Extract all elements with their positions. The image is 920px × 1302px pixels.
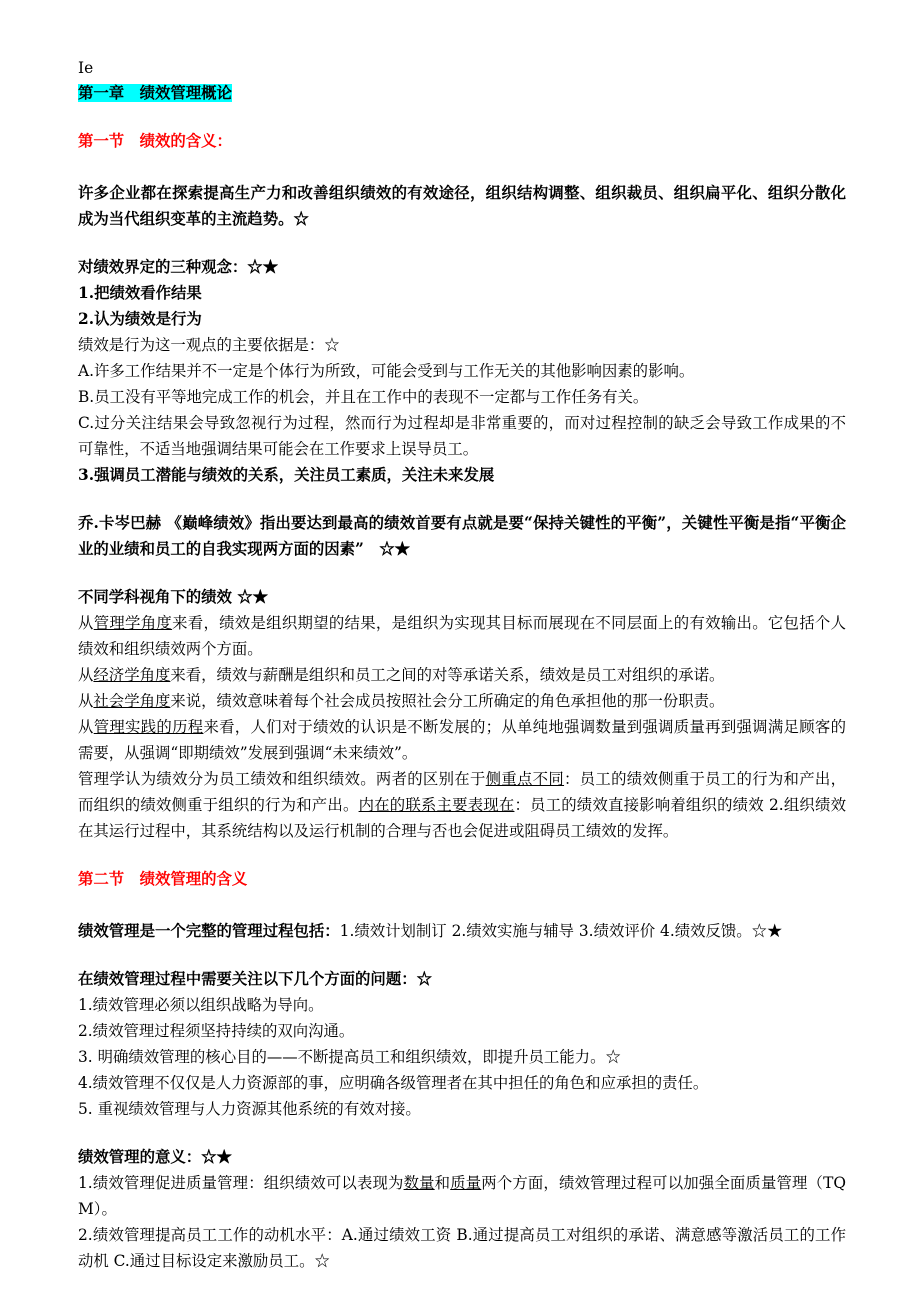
mgmt-split-1: 管理学认为绩效分为员工绩效和组织绩效。两者的区别在于 xyxy=(78,770,486,788)
mgmt-prefix: 从 xyxy=(78,614,94,632)
spacer xyxy=(78,562,846,584)
discipline-economics xyxy=(78,662,846,688)
section-1-heading: 第一节 绩效的含义： xyxy=(78,132,232,150)
paragraph-intro: 许多企业都在探索提高生产力和改善组织绩效的有效途径，组织结构调整、组织裁员、组织扁平化、组织分散化成为当代组织变革的主流趋势。☆ xyxy=(78,184,846,228)
spacer xyxy=(78,232,846,254)
quality-underline: 质量 xyxy=(450,1174,482,1192)
spacer xyxy=(78,106,846,128)
discipline-sociology xyxy=(78,688,846,714)
practice-underline: 管理实践的历程 xyxy=(93,718,204,736)
spacer xyxy=(78,844,846,866)
pm-meaning-item-1 xyxy=(78,1170,846,1222)
chapter-heading: 第一章 绩效管理概论 xyxy=(78,84,232,102)
econ-prefix: 从 xyxy=(78,666,94,684)
practice-rest: 来看，人们对于绩效的认识是不断发展的；从单纯地强调数量到强调质量再到强调满足顾客的需要，从强调“即期绩效”发展到强调“未来绩效”。 xyxy=(78,718,846,762)
quantity-underline: 数量 xyxy=(403,1174,435,1192)
pm-meaning-title: 绩效管理的意义：☆★ xyxy=(78,1148,232,1166)
katzenbach-quote: 乔.卡岑巴赫 《巅峰绩效》指出要达到最高的绩效首要有点就是要“保持关键性的平衡”，关键性平衡是指“平衡企业的业绩和员工的自我实现两方面的因素” ☆★ xyxy=(78,514,846,558)
pm-meaning-1-part-b: 和 xyxy=(434,1174,451,1192)
document-content xyxy=(78,56,846,1274)
spacer xyxy=(78,154,846,180)
pm-meaning-item-2: 2.绩效管理提高员工工作的动机水平：A.通过绩效工资 B.通过提高员工对组织的承诺、满意感等激活员工的工作动机 C.通过目标设定来激励员工。☆ xyxy=(78,1226,846,1270)
spacer xyxy=(78,488,846,510)
practice-prefix: 从 xyxy=(78,718,94,736)
discipline-management xyxy=(78,610,846,662)
discipline-practice xyxy=(78,714,846,766)
social-prefix: 从 xyxy=(78,692,94,710)
pm-process-line xyxy=(78,918,846,944)
section-2-heading: 第二节 绩效管理的含义 xyxy=(78,870,248,888)
pm-focus-item-2: 2.绩效管理过程须坚持持续的双向沟通。 xyxy=(78,1022,355,1040)
pm-focus-title: 在绩效管理过程中需要关注以下几个方面的问题：☆ xyxy=(78,970,432,988)
top-marker: Ie xyxy=(78,59,94,77)
social-underline: 社会学角度 xyxy=(93,692,171,710)
spacer xyxy=(78,892,846,918)
spacer xyxy=(78,1122,846,1144)
pm-focus-item-1: 1.绩效管理必须以组织战略为导向。 xyxy=(78,996,324,1014)
spacer xyxy=(78,944,846,966)
mgmt-split-3: ：员工的绩效直接影响着组织的绩效 2.组织绩效在其运行过程中，其系统结构以及运行机制的合理与否也会促进或阻碍员工绩效的发挥。 xyxy=(78,796,846,840)
pm-process-items: 1.绩效计划制订 2.绩效实施与辅导 3.绩效评价 4.绩效反馈。☆★ xyxy=(339,922,783,940)
three-views-title: 对绩效界定的三种观念：☆★ xyxy=(78,258,279,276)
pm-focus-item-4: 4.绩效管理不仅仅是人力资源部的事，应明确各级管理者在其中担任的角色和应承担的责任。 xyxy=(78,1074,709,1092)
employee-vs-org-performance xyxy=(78,766,846,844)
disciplines-title: 不同学科视角下的绩效 ☆★ xyxy=(78,588,269,606)
mgmt-split-2: ：员工的绩效侧重于员工的行为和产出，而组织的绩效侧重于组织的行为和产出。 xyxy=(78,770,846,814)
pm-meaning-1-part-c: 两个方面，绩效管理过程可以加强全面质量管理（TQM）。 xyxy=(78,1174,846,1218)
econ-rest: 来看，绩效与薪酬是组织和员工之间的对等承诺关系，绩效是员工对组织的承诺。 xyxy=(170,666,725,684)
chapter-heading-line xyxy=(78,80,846,106)
mgmt-underline: 管理学角度 xyxy=(93,614,173,632)
view-2-basis-b: B.员工没有平等地完成工作的机会，并且在工作中的表现不一定都与工作任务有关。 xyxy=(78,388,649,406)
social-rest: 来说，绩效意味着每个社会成员按照社会分工所确定的角色承担他的那一份职责。 xyxy=(170,692,725,710)
view-item-1: 1.把绩效看作结果 xyxy=(78,284,202,302)
econ-underline: 经济学角度 xyxy=(93,666,171,684)
view-item-3: 3.强调员工潜能与绩效的关系，关注员工素质，关注未来发展 xyxy=(78,466,495,484)
pm-process-label: 绩效管理是一个完整的管理过程包括： xyxy=(78,922,340,940)
pm-focus-item-3: 3. 明确绩效管理的核心目的——不断提高员工和组织绩效，即提升员工能力。☆ xyxy=(78,1048,621,1066)
view-2-basis-c: C.过分关注结果会导致忽视行为过程，然而行为过程却是非常重要的，而对过程控制的缺乏会导致工作成果的不可靠性，不适当地强调结果可能会在工作要求上误导员工。 xyxy=(78,414,846,458)
focus-difference-underline: 侧重点不同 xyxy=(485,770,565,788)
view-2-basis-lead: 绩效是行为这一观点的主要依据是：☆ xyxy=(78,336,340,354)
view-2-basis-a: A.许多工作结果并不一定是个体行为所致，可能会受到与工作无关的其他影响因素的影响。 xyxy=(78,362,695,380)
pm-focus-item-5: 5. 重视绩效管理与人力资源其他系统的有效对接。 xyxy=(78,1100,421,1118)
view-item-2: 2.认为绩效是行为 xyxy=(78,310,202,328)
mgmt-rest: 来看，绩效是组织期望的结果，是组织为实现其目标而展现在不同层面上的有效输出。它包括个人绩效和组织绩效两个方面。 xyxy=(78,614,846,658)
pm-meaning-1-part-a: 1.绩效管理促进质量管理：组织绩效可以表现为 xyxy=(78,1174,404,1192)
internal-link-underline: 内在的联系主要表现在 xyxy=(358,796,515,814)
